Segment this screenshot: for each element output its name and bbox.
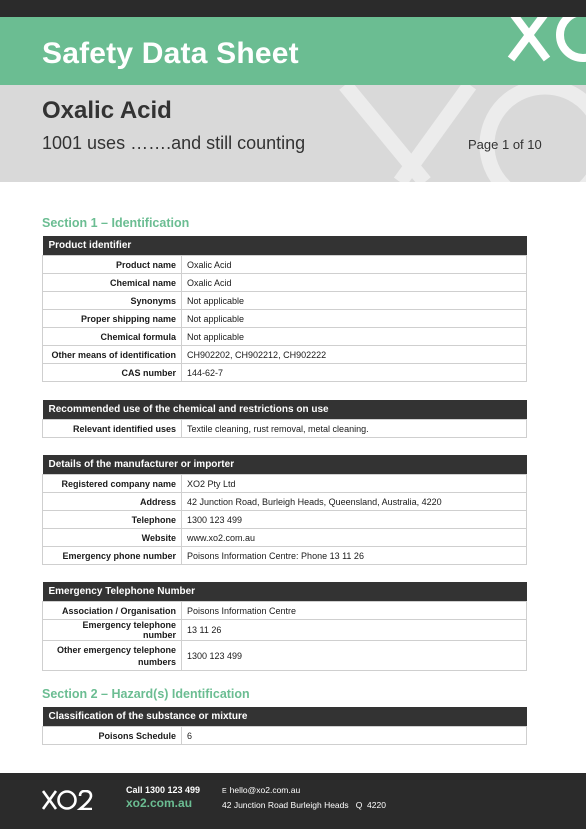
row-value: Oxalic Acid [182,274,527,292]
table-header: Recommended use of the chemical and restrictions on use [43,400,527,420]
tagline: 1001 uses …….and still counting [42,133,306,153]
table-row [43,620,527,641]
table-row [43,328,527,346]
table-row [43,511,527,529]
row-value: 144-62-7 [182,364,527,382]
row-value: 42 Junction Road, Burleigh Heads, Queensland, Australia, 4220 [182,493,527,511]
row-value: www.xo2.com.au [182,529,527,547]
table-row [43,641,527,671]
row-label: Emergency telephone number [43,620,182,641]
table-row [43,346,527,364]
row-label: Synonyms [43,292,182,310]
table-row [43,547,527,565]
table-header: Emergency Telephone Number [43,582,527,602]
table-row [43,256,527,274]
classification-table [42,707,527,745]
row-label: Chemical name [43,274,182,292]
row-label: Poisons Schedule [43,727,182,745]
recommended-use-table [42,400,527,438]
row-label: Association / Organisation [43,602,182,620]
row-value: Textile cleaning, rust removal, metal cleaning. [182,420,527,438]
xo2-logo-icon [505,17,586,85]
table-row [43,364,527,382]
section-1-heading: Section 1 – Identification [42,216,190,230]
row-value: Oxalic Acid [182,256,527,274]
row-value: 1300 123 499 [182,511,527,529]
row-label: Website [43,529,182,547]
table-row [43,602,527,620]
table-row [43,727,527,745]
row-value: Poisons Information Centre [182,602,527,620]
product-banner [0,85,586,182]
document-title: Safety Data Sheet [42,37,299,70]
row-label: Telephone [43,511,182,529]
table-row [43,529,527,547]
email-tag: E [222,788,227,795]
row-label: Emergency phone number [43,547,182,565]
table-row [43,310,527,328]
header-banner [0,17,586,85]
product-identifier-table [42,236,527,382]
footer-phone: Call 1300 123 499 [126,785,201,795]
xo2-logo-icon [42,790,96,810]
row-label: Chemical formula [43,328,182,346]
footer-website-link[interactable]: xo2.com.au [126,796,193,810]
footer-address: 42 Junction Road Burleigh Heads Q 4220 [222,800,386,810]
table-row [43,475,527,493]
row-label: Other emergency telephone numbers [43,641,182,671]
row-value: Not applicable [182,328,527,346]
manufacturer-table [42,455,527,565]
row-value: 13 11 26 [182,620,527,641]
table-row [43,420,527,438]
row-value: CH902202, CH902212, CH902222 [182,346,527,364]
table-row [43,274,527,292]
row-label: Proper shipping name [43,310,182,328]
row-label: Product name [43,256,182,274]
table-header: Details of the manufacturer or importer [43,455,527,475]
row-label: Other means of identification [43,346,182,364]
emergency-table [42,582,527,671]
page-number: Page 1 of 10 [468,137,542,152]
footer-email [222,785,300,795]
product-title: Oxalic Acid [42,97,172,124]
row-value: Poisons Information Centre: Phone 13 11 26 [182,547,527,565]
row-value: 6 [182,727,527,745]
row-value: 1300 123 499 [182,641,527,671]
table-header: Product identifier [43,236,527,256]
footer-email-link[interactable]: hello@xo2.com.au [229,785,301,795]
table-header: Classification of the substance or mixture [43,707,527,727]
section-2-heading: Section 2 – Hazard(s) Identification [42,687,250,701]
row-value: XO2 Pty Ltd [182,475,527,493]
row-value: Not applicable [182,292,527,310]
row-label: Address [43,493,182,511]
table-row [43,493,527,511]
row-label: CAS number [43,364,182,382]
footer [0,773,586,829]
row-value: Not applicable [182,310,527,328]
top-bar [0,0,586,17]
table-row [43,292,527,310]
row-label: Relevant identified uses [43,420,182,438]
row-label: Registered company name [43,475,182,493]
